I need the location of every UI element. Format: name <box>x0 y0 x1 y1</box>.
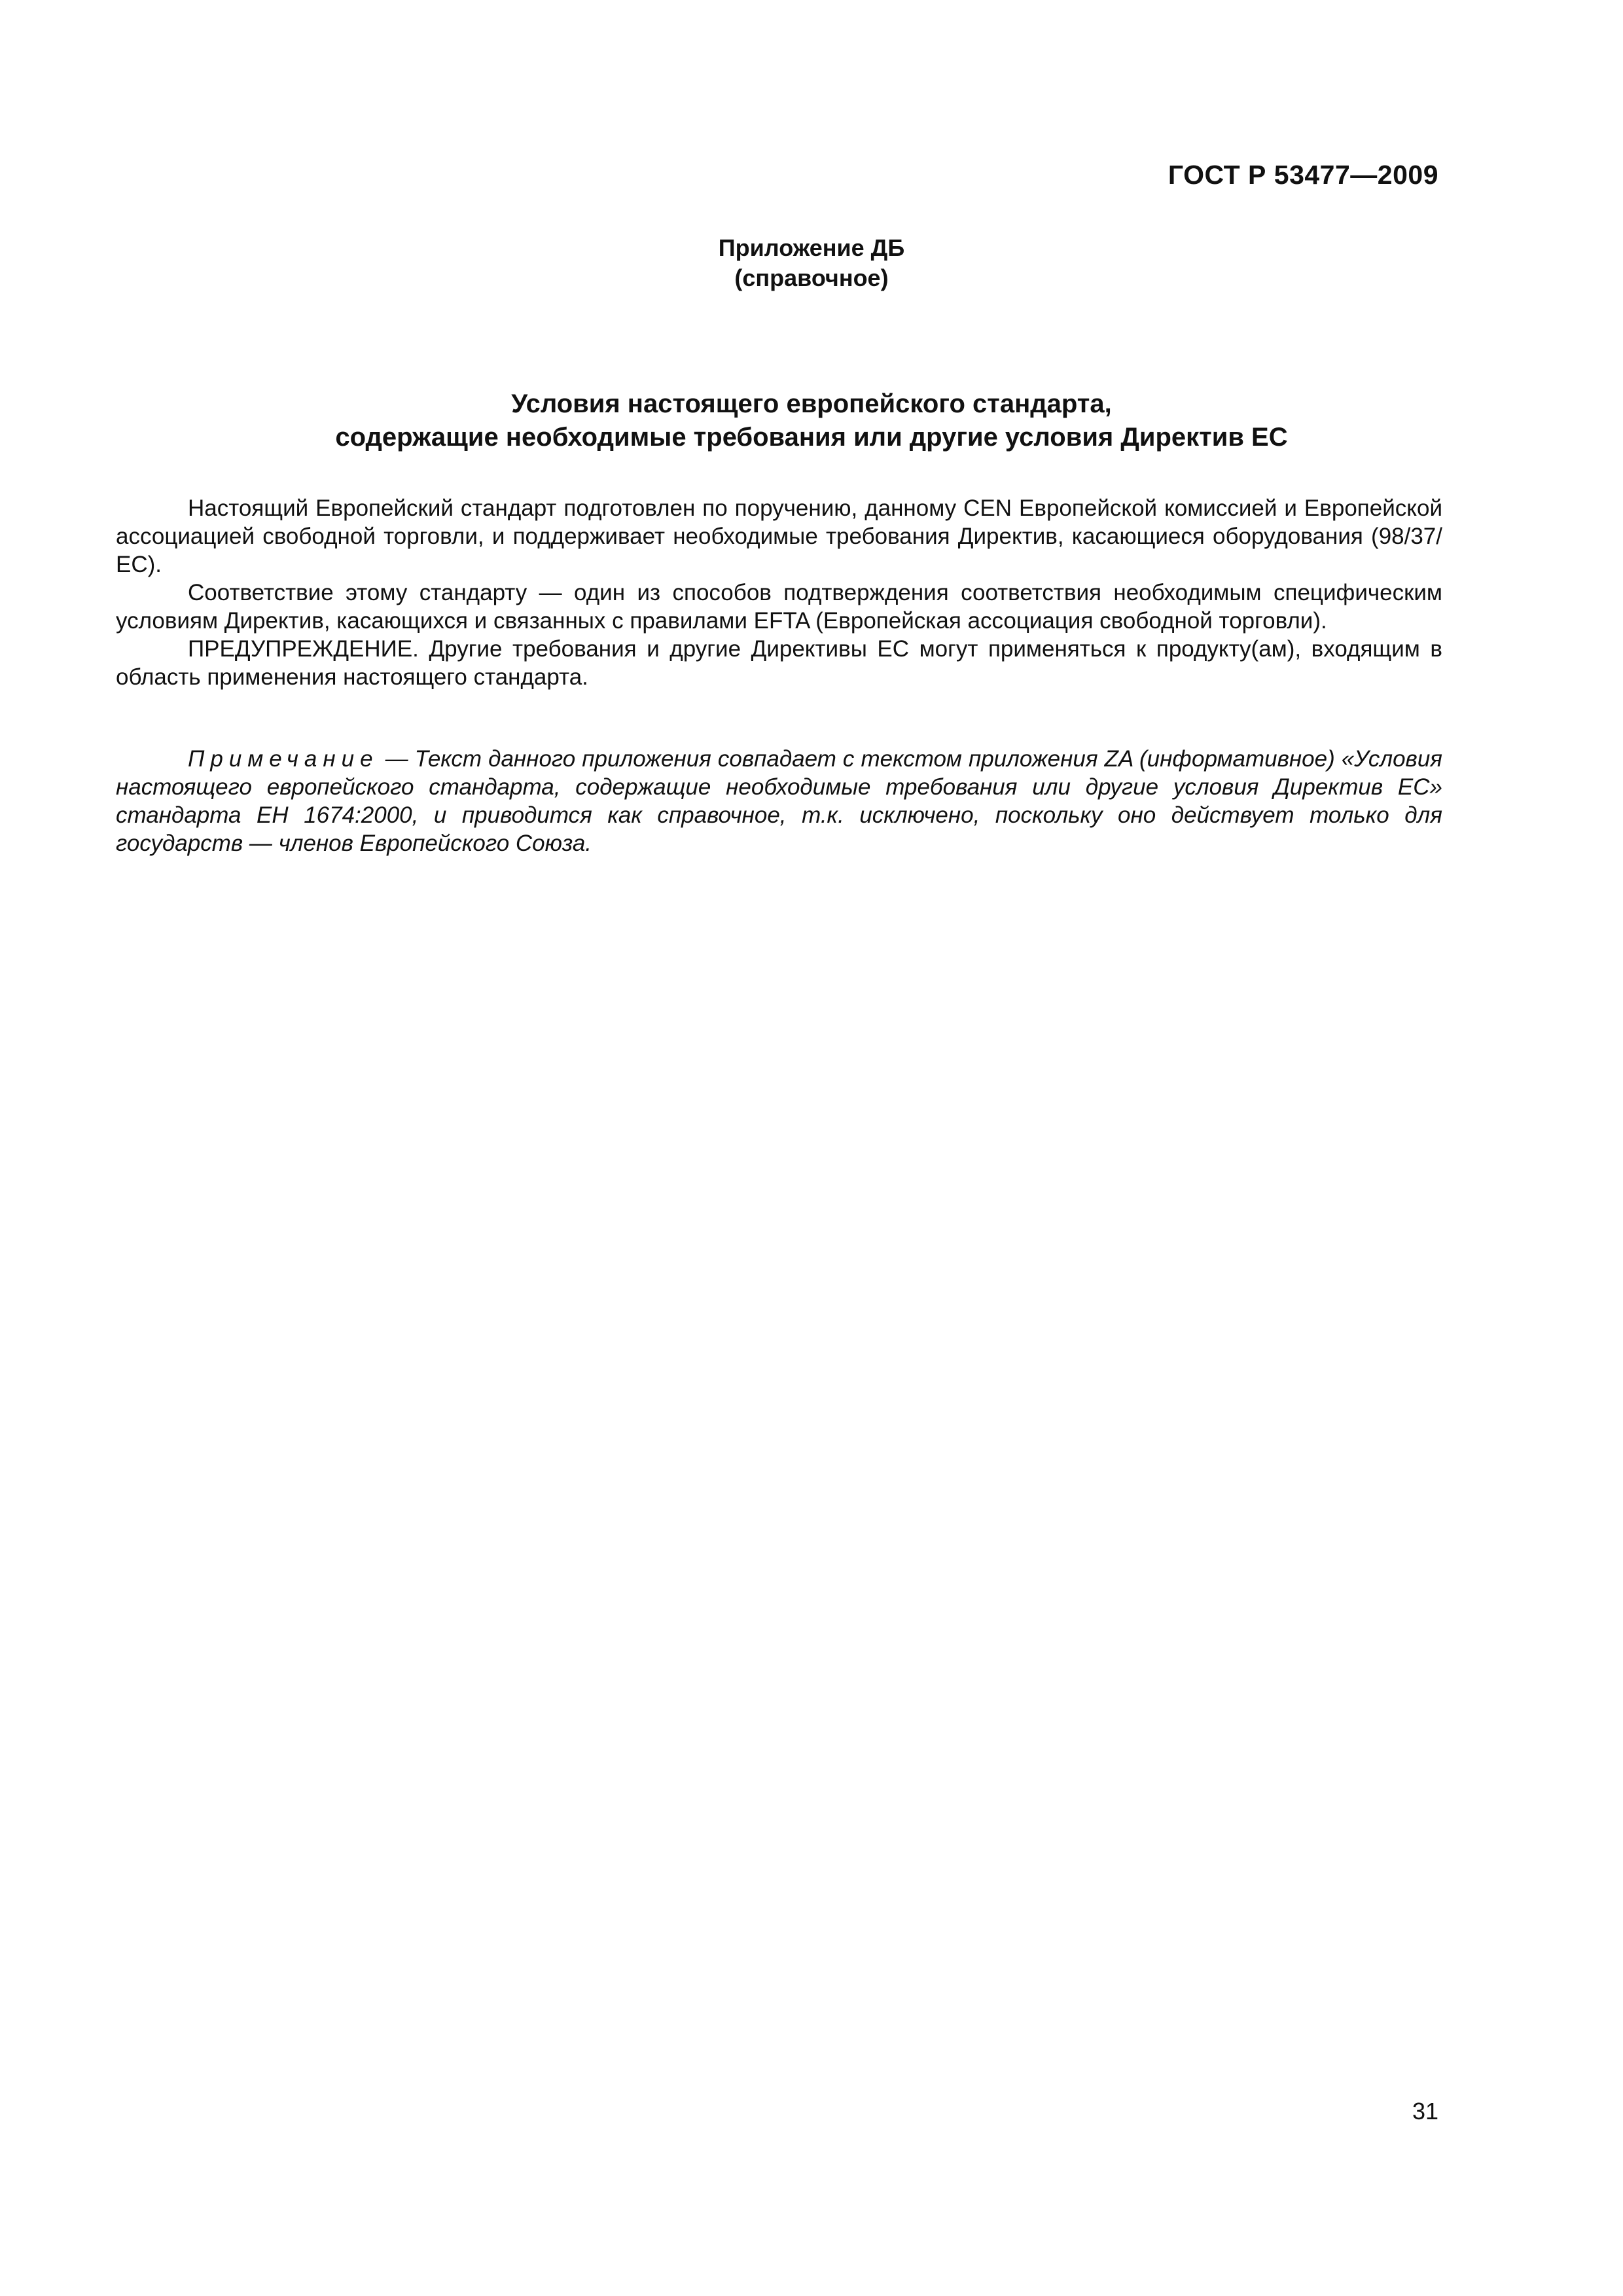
section-title-line-1: Условия настоящего европейского стандарта, <box>511 389 1112 418</box>
section-title <box>0 387 1623 454</box>
note-label: Примечание <box>188 746 379 772</box>
document-code: ГОСТ Р 53477—2009 <box>1168 160 1438 190</box>
section-title-line-2: содержащие необходимые требования или другие условия Директив ЕС <box>335 423 1288 452</box>
note-text: — Текст данного приложения совпадает с текстом приложения ZA (информативное) «Условия настоящего европейского стандарта, содержащие необходимые требования или другие условия Директив ЕС» стандарта ЕН 1674:2000, и приводится как справочное, т.к. исключено, поскольку оно действует только для государств — членов Европейского Союза. <box>116 746 1442 856</box>
body-text <box>116 494 1442 691</box>
appendix-type: (справочное) <box>734 264 889 291</box>
page-number: 31 <box>1412 2098 1438 2125</box>
paragraph: Настоящий Европейский стандарт подготовлен по поручению, данному CEN Европейской комиссией и Европейской ассоциацией свободной торговли, и поддерживает необходимые требования Директив, касающиеся оборудования (98/37/ЕС). <box>116 495 1442 577</box>
warning-paragraph: ПРЕДУПРЕЖДЕНИЕ. Другие требования и другие Директивы ЕС могут применяться к продукту(ам), входящим в область применения настоящего стандарта. <box>116 636 1442 690</box>
appendix-label: Приложение ДБ <box>718 234 905 261</box>
appendix-heading <box>0 233 1623 293</box>
note <box>116 745 1442 857</box>
paragraph: Соответствие этому стандарту — один из способов подтверждения соответствия необходимым специфическим условиям Директив, касающихся и связанных с правилами EFTA (Европейская ассоциация свободной торговли). <box>116 580 1442 634</box>
